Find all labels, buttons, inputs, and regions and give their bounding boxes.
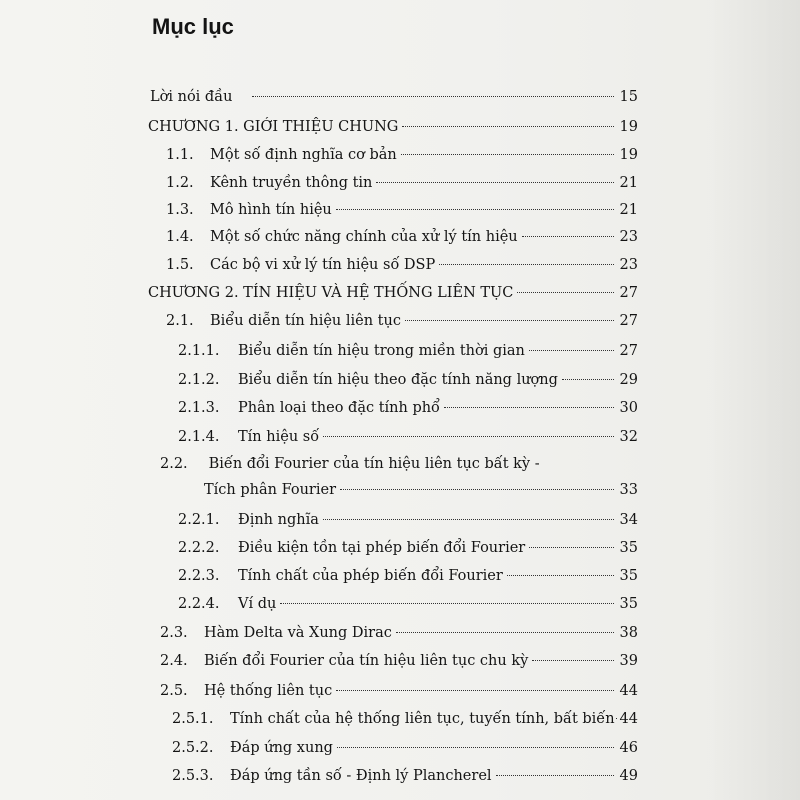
- toc-page-number: 35: [619, 568, 638, 584]
- toc-page-number: 38: [619, 625, 638, 641]
- toc-page-number: 21: [619, 202, 638, 218]
- toc-leader-dots: [405, 320, 614, 321]
- toc-leader-dots: [336, 690, 614, 691]
- toc-entry-2-5-2: [172, 737, 638, 759]
- toc-entry-2-5: [160, 680, 638, 702]
- toc-section-number: 2.2.3.: [178, 568, 220, 584]
- toc-leader-dots: [401, 154, 614, 155]
- toc-section-number: 1.1.: [166, 147, 194, 163]
- toc-leader-dots: [496, 775, 614, 776]
- toc-page-number: 19: [619, 119, 638, 135]
- toc-entry-text: Kênh truyền thông tin: [210, 175, 373, 191]
- toc-entry-text: Mô hình tín hiệu: [210, 202, 332, 218]
- toc-leader-dots: [402, 126, 614, 127]
- toc-page-number: 27: [619, 285, 638, 301]
- toc-section-number: 2.1.3.: [178, 400, 220, 416]
- toc-entry-text: Biểu diễn tín hiệu theo đặc tính năng lượng: [238, 372, 558, 388]
- toc-page-number: 30: [619, 400, 638, 416]
- toc-leader-dots: [252, 96, 614, 97]
- toc-page-number: 23: [619, 229, 638, 245]
- toc-page-number: 46: [619, 740, 638, 756]
- toc-entry-text: Biểu diễn tín hiệu trong miền thời gian: [238, 343, 525, 359]
- toc-page-number: 27: [619, 343, 638, 359]
- toc-section-number: 2.5.1.: [172, 711, 214, 727]
- toc-leader-dots: [507, 575, 614, 576]
- toc-entry-text: Hệ thống liên tục: [204, 683, 333, 699]
- toc-section-number: 1.3.: [166, 202, 194, 218]
- toc-leader-dots: [336, 209, 614, 210]
- toc-leader-dots: [439, 264, 614, 265]
- toc-section-number: 2.1.: [166, 313, 194, 329]
- toc-section-number: 1.5.: [166, 257, 194, 273]
- toc-entry-2-1-4: [178, 426, 638, 448]
- toc-section-number: 2.2.: [160, 456, 188, 472]
- toc-entry-2-1: [166, 310, 638, 332]
- toc-entry-text: Tín hiệu số: [238, 429, 320, 445]
- toc-section-number: 2.5.3.: [172, 768, 214, 784]
- toc-page-number: 49: [619, 768, 638, 784]
- toc-leader-dots: [532, 660, 614, 661]
- toc-section-number: 2.1.4.: [178, 429, 220, 445]
- toc-leader-dots: [529, 350, 614, 351]
- toc-section-number: 2.1.2.: [178, 372, 220, 388]
- toc-leader-dots: [280, 603, 614, 604]
- toc-entry-text: Một số định nghĩa cơ bản: [210, 147, 397, 163]
- toc-section-number: 2.5.: [160, 683, 188, 699]
- toc-entry-text: Các bộ vi xử lý tín hiệu số DSP: [210, 257, 436, 273]
- toc-section-number: 2.3.: [160, 625, 188, 641]
- toc-leader-dots: [323, 519, 614, 520]
- toc-page-number: 35: [619, 596, 638, 612]
- toc-page-number: 32: [619, 429, 638, 445]
- toc-leader-dots: [562, 379, 614, 380]
- toc-entry-2-2-continued: [204, 479, 638, 501]
- toc-entry-2-2-2: [178, 537, 638, 559]
- toc-page-number: 27: [619, 313, 638, 329]
- toc-page-number: 39: [619, 653, 638, 669]
- toc-entry-2-1-2: [178, 369, 638, 391]
- toc-leader-dots: [444, 407, 614, 408]
- toc-leader-dots: [376, 182, 614, 183]
- toc-entry-text: Tích phân Fourier: [204, 482, 337, 498]
- toc-leader-dots: [323, 436, 614, 437]
- toc-entry-2-2-3: [178, 565, 638, 587]
- toc-entry-text: CHƯƠNG 2. TÍN HIỆU VÀ HỆ THỐNG LIÊN TỤC: [148, 285, 514, 301]
- toc-page-number: 35: [619, 540, 638, 556]
- toc-page-number: 44: [619, 683, 638, 699]
- toc-entry-text: CHƯƠNG 1. GIỚI THIỆU CHUNG: [148, 119, 399, 135]
- toc-section-number: 2.2.4.: [178, 596, 220, 612]
- toc-leader-dots: [517, 292, 614, 293]
- toc-entry-text: Đáp ứng xung: [230, 740, 333, 756]
- page-edge-shadow: [710, 0, 800, 800]
- toc-page-number: 19: [619, 147, 638, 163]
- toc-section-number: 2.2.1.: [178, 512, 220, 528]
- toc-page-number: 15: [619, 89, 638, 105]
- toc-section-number: 2.1.1.: [178, 343, 220, 359]
- toc-entry-text: Đáp ứng tần số - Định lý Plancherel: [230, 768, 492, 784]
- toc-entry-2-1-1: [178, 340, 638, 362]
- toc-entry-text: Biểu diễn tín hiệu liên tục: [210, 313, 401, 329]
- toc-section-number: 1.4.: [166, 229, 194, 245]
- toc-entry-text: Ví dụ: [238, 596, 277, 612]
- toc-entry-text: Một số chức năng chính của xử lý tín hiệu: [210, 229, 518, 245]
- toc-leader-dots: [522, 236, 614, 237]
- toc-entry-text: Phân loại theo đặc tính phổ: [238, 400, 440, 416]
- toc-entry-2-5-3: [172, 765, 638, 787]
- page-title: Mục lục: [152, 14, 234, 39]
- toc-entry-2-2: [160, 453, 540, 475]
- toc-leader-dots: [340, 489, 614, 490]
- toc-entry-2-2-4: [178, 593, 638, 615]
- toc-section-number: 2.5.2.: [172, 740, 214, 756]
- toc-entry-2-4: [160, 650, 638, 672]
- toc-leader-dots: [529, 547, 614, 548]
- toc-page-number: 44: [619, 711, 638, 727]
- toc-entry-text: Biến đổi Fourier của tín hiệu liên tục chu kỳ: [204, 653, 529, 669]
- toc-entry-text: Biến đổi Fourier của tín hiệu liên tục bất kỳ -: [208, 456, 540, 472]
- toc-entry-1-5: [166, 254, 638, 276]
- toc-leader-dots: [616, 718, 617, 719]
- toc-section-number: 2.2.2.: [178, 540, 220, 556]
- toc-page-number: 21: [619, 175, 638, 191]
- toc-leader-dots: [396, 632, 614, 633]
- toc-entry-text: Lời nói đầu: [150, 89, 233, 105]
- toc-entry-1-2: [166, 172, 638, 194]
- toc-entry-chapter-1: [148, 116, 638, 138]
- toc-section-number: 2.4.: [160, 653, 188, 669]
- toc-entry-2-5-1: [172, 708, 638, 730]
- toc-page-number: 33: [619, 482, 638, 498]
- toc-entry-2-3: [160, 622, 638, 644]
- toc-page-number: 29: [619, 372, 638, 388]
- toc-entry-text: Định nghĩa: [238, 512, 319, 528]
- toc-entry-1-3: [166, 199, 638, 221]
- toc-entry-2-1-3: [178, 397, 638, 419]
- toc-entry-text: Tính chất của phép biến đổi Fourier: [238, 568, 503, 584]
- toc-entry-text: Điều kiện tồn tại phép biến đổi Fourier: [238, 540, 526, 556]
- toc-entry-1-1: [166, 144, 638, 166]
- toc-leader-dots: [337, 747, 614, 748]
- toc-entry-2-2-1: [178, 509, 638, 531]
- toc-page-number: 23: [619, 257, 638, 273]
- toc-entry-text: Hàm Delta và Xung Dirac: [204, 625, 392, 641]
- toc-page-number: 34: [619, 512, 638, 528]
- toc-entry-preface: [150, 86, 638, 108]
- toc-entry-chapter-2: [148, 282, 638, 304]
- toc-entry-text: Tính chất của hệ thống liên tục, tuyến tính, bất biến: [230, 711, 615, 727]
- toc-entry-1-4: [166, 226, 638, 248]
- toc-section-number: 1.2.: [166, 175, 194, 191]
